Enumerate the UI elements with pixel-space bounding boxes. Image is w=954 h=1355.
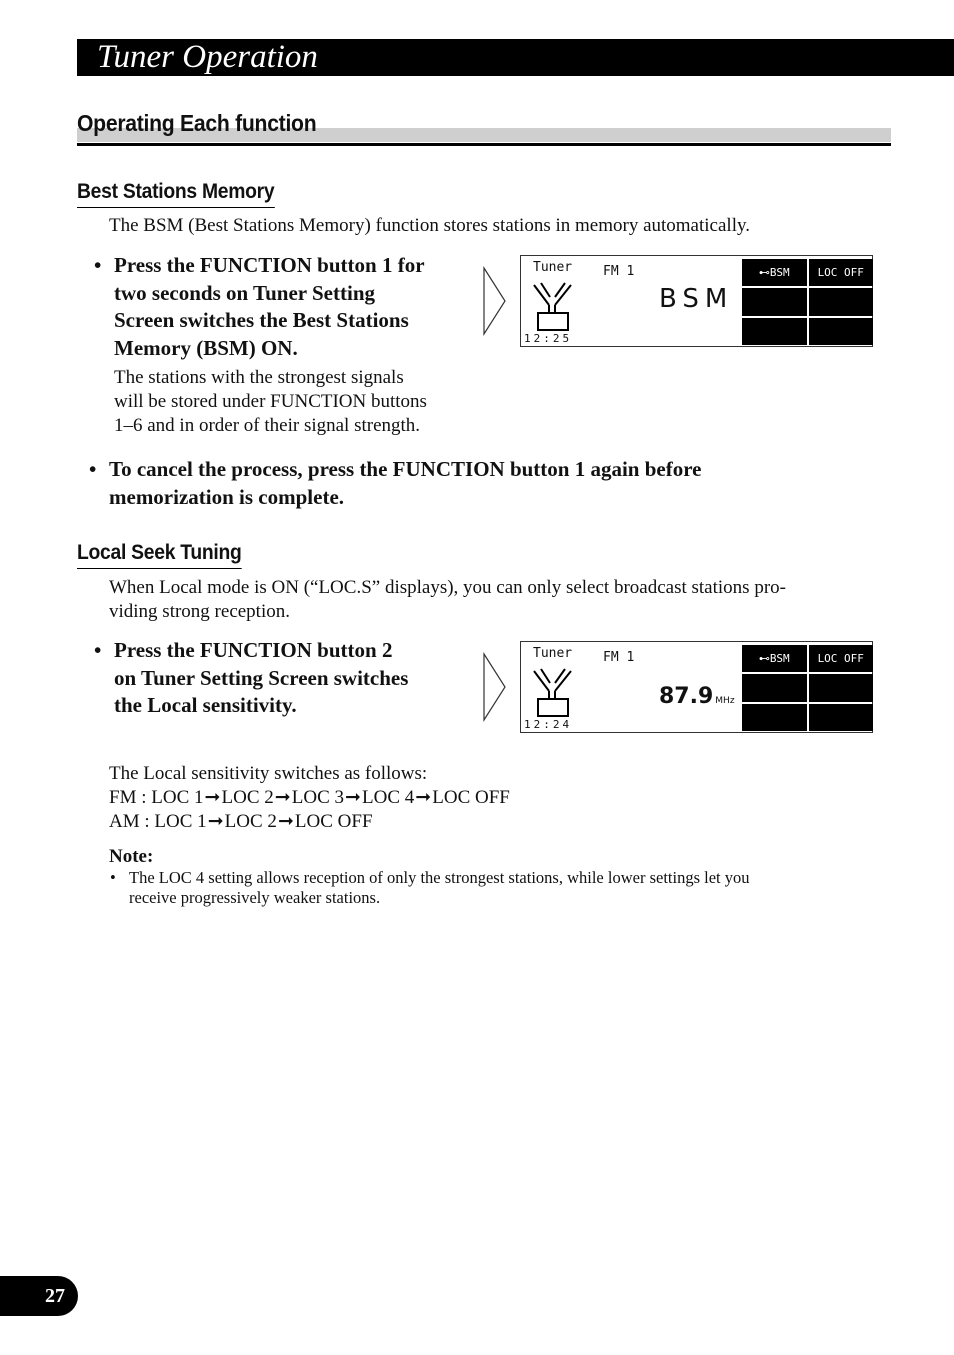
right-arrow-icon: ➞ xyxy=(204,787,221,808)
lcd-band-label: FM 1 xyxy=(603,650,635,665)
am-label: AM : xyxy=(109,811,150,832)
fm-step: LOC 1 xyxy=(151,787,204,808)
lcd-blank-key xyxy=(742,288,807,315)
lcd-blank-key xyxy=(809,318,874,345)
lcd-band-label: FM 1 xyxy=(603,264,635,279)
bsm-step xyxy=(94,252,474,362)
page-title: Tuner Operation xyxy=(97,39,318,75)
fm-step: LOC OFF xyxy=(432,787,510,808)
section-rule xyxy=(77,143,891,146)
fm-label: FM : xyxy=(109,787,147,808)
lcd-frequency-value: 87.9 xyxy=(659,684,714,709)
right-arrow-icon: ➞ xyxy=(277,811,294,832)
antenna-icon xyxy=(531,667,575,719)
lcd-loc-key: LOC OFF xyxy=(809,259,874,286)
lcd-source-label: Tuner xyxy=(533,260,573,275)
right-arrow-icon: ➞ xyxy=(345,787,361,808)
bsm-detail xyxy=(114,366,427,438)
lcd-blank-key xyxy=(742,704,807,731)
am-step: LOC 2 xyxy=(224,811,277,832)
lcd-frequency xyxy=(659,684,735,709)
note-line: The LOC 4 setting allows reception of only the strongest stations, while lower settings let you xyxy=(129,868,750,887)
fm-step: LOC 4 xyxy=(362,787,415,808)
lcd-bsm-key: ⊷ BSM xyxy=(742,259,807,286)
note-item xyxy=(110,868,890,908)
local-step xyxy=(94,637,474,720)
cancel-line: To cancel the process, press the FUNCTION button 1 again before xyxy=(109,457,702,481)
local-step-line: the Local sensitivity. xyxy=(114,693,297,717)
lcd-blank-key xyxy=(809,288,874,315)
right-arrow-icon: ➞ xyxy=(207,811,224,832)
local-intro-line: When Local mode is ON (“LOC.S” displays), you can only select broadcast stations pro- xyxy=(109,577,786,598)
lcd-clock: 12:25 xyxy=(524,332,573,345)
bullet-icon: • xyxy=(94,253,102,277)
lcd-clock: 12:24 xyxy=(524,718,573,731)
local-step-line: on Tuner Setting Screen switches xyxy=(114,665,409,690)
bsm-detail-line: 1–6 and in order of their signal strength. xyxy=(114,415,421,436)
bsm-step-line: Press the FUNCTION button 1 for xyxy=(114,253,425,277)
lcd-function-grid xyxy=(742,259,873,345)
fm-step: LOC 2 xyxy=(221,787,274,808)
key-icon: ⊷ xyxy=(758,652,770,666)
note-title: Note: xyxy=(109,846,154,867)
key-icon: ⊷ xyxy=(758,266,770,280)
bullet-icon: • xyxy=(94,638,102,662)
bullet-icon: • xyxy=(110,868,116,887)
bsm-intro: The BSM (Best Stations Memory) function stores stations in memory automatically. xyxy=(109,215,750,236)
bsm-step-line: Screen switches the Best Stations xyxy=(114,308,409,332)
bullet-icon: • xyxy=(89,457,97,481)
lcd-function-grid xyxy=(742,645,873,731)
am-step: LOC OFF xyxy=(294,811,373,832)
pointer-arrow-icon xyxy=(483,652,507,722)
lcd-bsm-key: ⊷ BSM xyxy=(742,645,807,672)
bsm-step-line: Memory (BSM) ON. xyxy=(114,335,298,360)
local-seek-heading: Local Seek Tuning xyxy=(77,541,242,569)
lcd-source-label: Tuner xyxy=(533,646,573,661)
bsm-cancel-step xyxy=(89,456,849,511)
am-step: LOC 1 xyxy=(154,811,207,832)
lcd-blank-key xyxy=(742,674,807,701)
antenna-icon xyxy=(531,281,575,333)
pointer-arrow-icon xyxy=(483,266,507,336)
lcd-loc-key: LOC OFF xyxy=(809,645,874,672)
lcd-blank-key xyxy=(809,704,874,731)
header-bar xyxy=(77,39,954,76)
local-switch-intro: The Local sensitivity switches as follows: xyxy=(109,763,428,784)
note-line: receive progressively weaker stations. xyxy=(129,888,381,907)
bsm-detail-line: The stations with the strongest signals xyxy=(114,367,404,388)
right-arrow-icon: ➞ xyxy=(415,787,432,808)
bsm-heading: Best Stations Memory xyxy=(77,180,274,208)
cancel-line: memorization is complete. xyxy=(109,484,345,509)
lcd-blank-key xyxy=(742,318,807,345)
local-step-line: Press the FUNCTION button 2 xyxy=(114,638,393,662)
fm-step: LOC 3 xyxy=(291,787,344,808)
lcd-main-text: BSM xyxy=(659,284,734,314)
local-intro xyxy=(109,576,786,624)
bsm-step-line: two seconds on Tuner Setting xyxy=(114,280,376,305)
page-number xyxy=(0,1276,78,1316)
page-number-text: 27 xyxy=(45,1285,65,1307)
bsm-display-screen xyxy=(520,255,873,347)
lcd-blank-key xyxy=(809,674,874,701)
fm-sequence xyxy=(109,786,510,810)
lcd-frequency-unit: MHz xyxy=(715,696,735,706)
bsm-detail-line: will be stored under FUNCTION buttons xyxy=(114,391,427,412)
right-arrow-icon: ➞ xyxy=(274,787,291,808)
am-sequence xyxy=(109,810,373,834)
local-intro-line: viding strong reception. xyxy=(109,601,290,622)
local-display-screen xyxy=(520,641,873,733)
section-heading: Operating Each function xyxy=(77,110,317,136)
